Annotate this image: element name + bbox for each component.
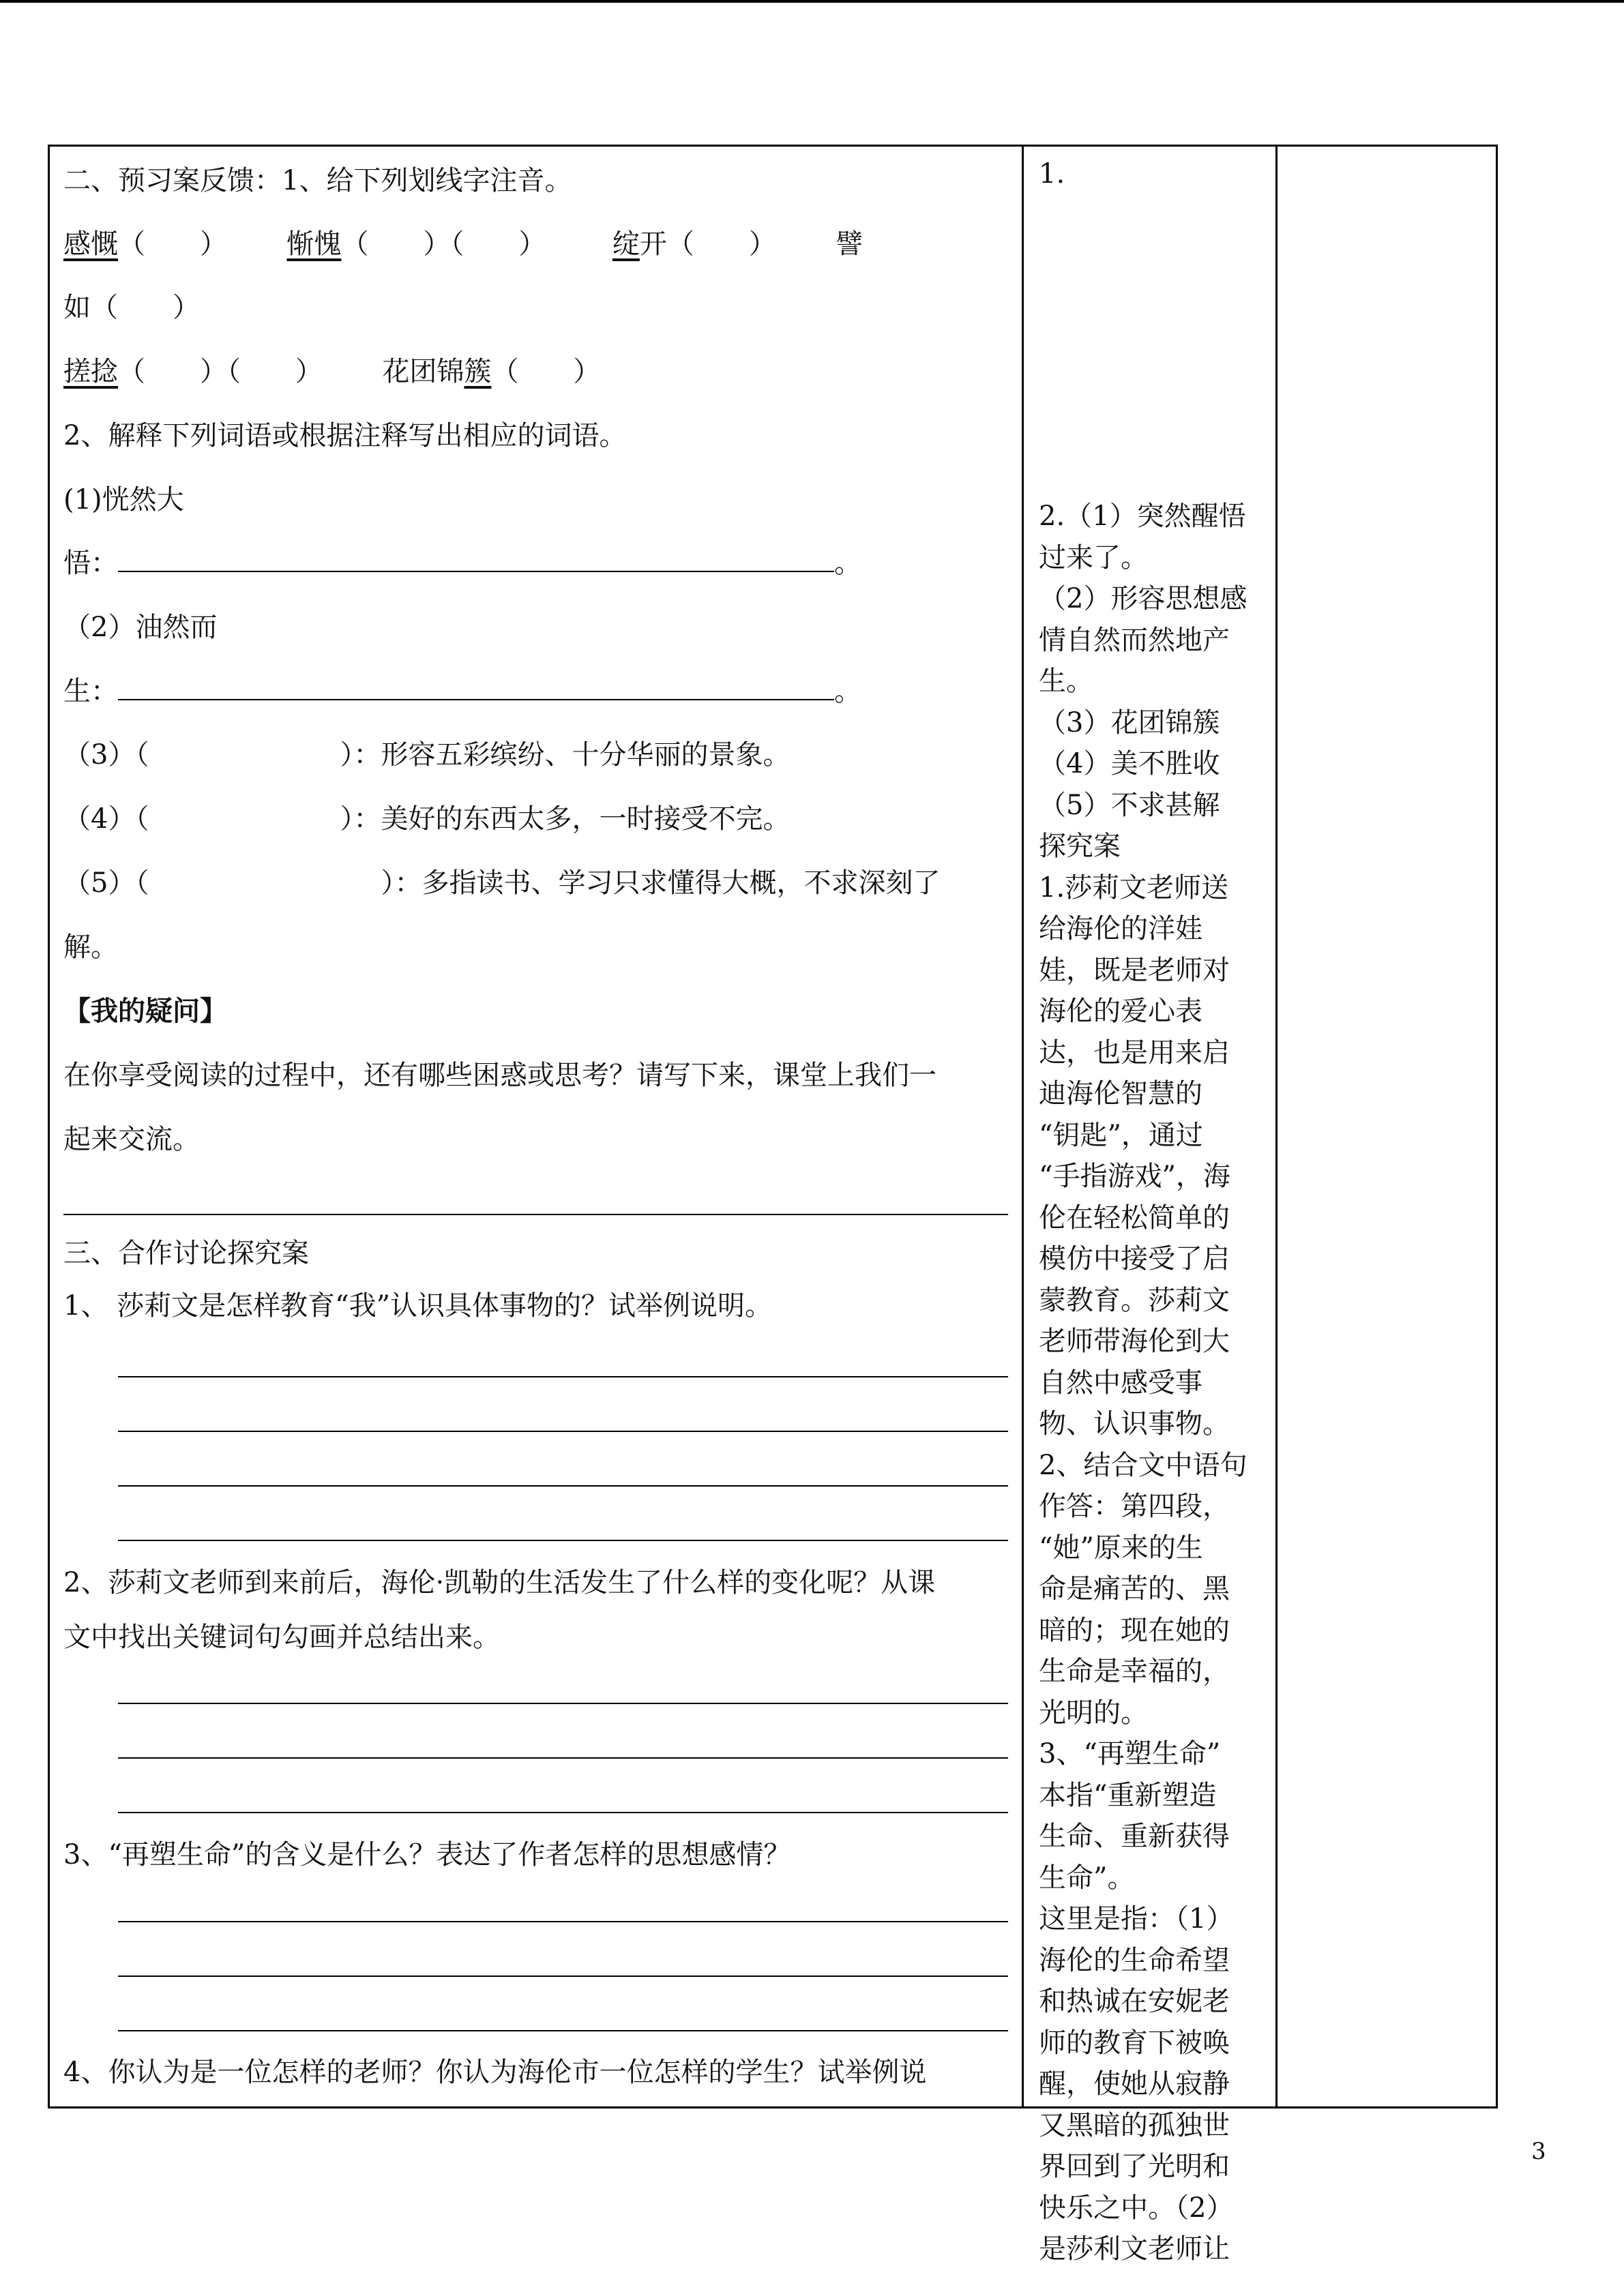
pinyin-row-2: [63, 353, 600, 391]
pinyin-item: 花团锦簇（ ）: [382, 356, 601, 387]
answer-line-text: 本指“重新塑造: [1039, 1779, 1217, 1811]
answer-line-text: 自然中感受事: [1039, 1367, 1202, 1399]
discussion-q2: 2、莎莉文老师到来前后，海伦·凯勒的生活发生了什么样的变化呢？从课: [63, 1567, 936, 1598]
answer-line-text: 海伦的生命希望: [1039, 1944, 1230, 1976]
answer-line-text: 又黑暗的孤独世: [1039, 2109, 1230, 2141]
answer-line-text: 蒙教育。莎莉文: [1039, 1284, 1230, 1316]
answer-line-text: 这里是指：（1）: [1039, 1903, 1234, 1935]
vocab-5-cont: 解。: [63, 931, 118, 963]
answer-line-text: （5）不求甚解: [1039, 789, 1220, 821]
pinyin-item: 绽开（ ）: [612, 228, 776, 260]
exercise-column: [63, 147, 1052, 2106]
answer-line-text: 界回到了光明和: [1039, 2151, 1230, 2182]
answer-line-text: 海伦的爱心表: [1039, 996, 1202, 1027]
answer-line: [118, 1976, 1008, 1977]
answer-column: [1039, 147, 1250, 2265]
vocab-4: （4）（ ）：美好的东西太多，一时接受不完。: [63, 803, 791, 835]
vocab-3: （3）（ ）：形容五彩缤纷、十分华丽的景象。: [63, 739, 791, 771]
answer-line-text: 探究案: [1039, 831, 1121, 862]
pinyin-item: 感慨（ ）: [63, 228, 227, 260]
answer-line-text: 生。: [1039, 666, 1093, 697]
answer-line-text: 2.（1）突然醒悟: [1039, 501, 1246, 532]
answer-line-text: 2、结合文中语句: [1039, 1449, 1247, 1481]
page-number: 3: [1531, 2138, 1546, 2165]
discussion-q3: 3、“再塑生命”的含义是什么？表达了作者怎样的思想感情？: [63, 1839, 791, 1870]
pinyin-item: 譬: [836, 228, 863, 260]
answer-line: [118, 1812, 1008, 1813]
answer-line-text: 迪海伦智慧的: [1039, 1078, 1202, 1109]
pinyin-row-1: [63, 225, 863, 263]
vocab-2-term: （2）油然而: [63, 612, 218, 643]
answer-line-text: 过来了。: [1039, 541, 1148, 573]
answer-line-text: 娃，既是老师对: [1039, 954, 1230, 986]
page-top-border: [0, 0, 1624, 3]
discussion-q1: 1、 莎莉文是怎样教育“我”认识具体事物的？试举例说明。: [63, 1290, 773, 1322]
answer-line-text: （2）形容思想感: [1039, 583, 1247, 614]
answer-line-text: 情自然而然地产: [1039, 624, 1230, 656]
answer-line: [118, 2030, 1008, 2031]
answer-line-text: （3）花团锦簇: [1039, 706, 1220, 739]
answer-line-text: 生命”。: [1039, 1862, 1135, 1894]
answer-line-text: 暗的；现在她的: [1039, 1614, 1230, 1646]
answer-line-text: 师的教育下被唤: [1039, 2027, 1230, 2059]
answer-line-text: 是莎利文老师让: [1039, 2233, 1230, 2265]
answer-line-text: 和热诚在安妮老: [1039, 1986, 1230, 2017]
answer-line: [118, 1540, 1008, 1541]
answer-line-text: 命是痛苦的、黑: [1039, 1573, 1230, 1605]
answer-line-text: 达，也是用来启: [1039, 1037, 1230, 1069]
answer-line-text: 醒，使她从寂静: [1039, 2068, 1230, 2100]
discussion-q4: 4、你认为是一位怎样的老师？你认为海伦市一位怎样的学生？试举例说: [63, 2057, 927, 2088]
worksheet-table: [48, 145, 1498, 2265]
answer-line-text: “手指游戏”，海: [1039, 1161, 1230, 1192]
pinyin-item: 搓捻（ ）（ ）: [63, 356, 323, 387]
my-questions-title: 【我的疑问】: [63, 995, 227, 1027]
answer-line-text: 3、“再塑生命”: [1039, 1738, 1221, 1770]
answer-line-text: “她”原来的生: [1039, 1532, 1203, 1564]
pinyin-item: 惭愧（ ）（ ）: [286, 228, 546, 260]
answer-line-text: 老师带海伦到大: [1039, 1326, 1230, 1357]
my-questions-prompt: 在你享受阅读的过程中，还有哪些困惑或思考？请写下来，课堂上我们一: [63, 1060, 936, 1091]
vocab-instruction: 2、解释下列词语或根据注释写出相应的词语。: [63, 420, 627, 451]
answer-line-text: 生命、重新获得: [1039, 1821, 1230, 1852]
answer-line: [118, 1431, 1008, 1432]
column-divider: [1275, 147, 1278, 2106]
discussion-q2-cont: 文中找出关键词句勾画并总结出来。: [63, 1622, 500, 1653]
answer-line: [118, 1921, 1008, 1922]
answer-line-text: 快乐之中。（2）: [1039, 2192, 1234, 2224]
answer-1: 1.: [1039, 158, 1065, 190]
answer-line-text: 作答：第四段，: [1039, 1491, 1230, 1522]
vocab-1-answer-line: 悟： 。: [63, 548, 861, 579]
answer-line: [118, 1703, 1008, 1704]
vocab-2-answer-line: 生： 。: [63, 676, 861, 707]
answer-line-text: 物、认识事物。: [1039, 1408, 1230, 1440]
answer-line: [63, 1214, 1008, 1215]
answer-line-text: 伦在轻松简单的: [1039, 1202, 1230, 1234]
vocab-5: （5）（ ）：多指读书、学习只求懂得大概，不求深刻了: [63, 867, 941, 899]
answer-line: [118, 1376, 1008, 1377]
my-questions-prompt-cont: 起来交流。: [63, 1124, 200, 1155]
answer-line: [118, 1757, 1008, 1759]
vocab-1-term: (1)恍然大: [63, 484, 184, 516]
answer-line-text: 1.莎莉文老师送: [1039, 871, 1229, 904]
answer-line: [118, 1485, 1008, 1487]
answer-line-text: 给海伦的洋娃: [1039, 913, 1202, 944]
pinyin-row-1-cont: 如（ ）: [63, 292, 200, 323]
discussion-header: 三、合作讨论探究案: [63, 1238, 309, 1269]
answer-line-text: 模仿中接受了启: [1039, 1243, 1230, 1274]
answer-line-text: （4）美不胜收: [1039, 748, 1220, 779]
answer-line-text: 生命是幸福的，: [1039, 1656, 1230, 1687]
answer-line-text: “钥匙”，通过: [1039, 1119, 1203, 1151]
answer-line-text: 光明的。: [1039, 1697, 1148, 1729]
preview-header: 二、预习案反馈：1、给下列划线字注音。: [63, 165, 572, 196]
